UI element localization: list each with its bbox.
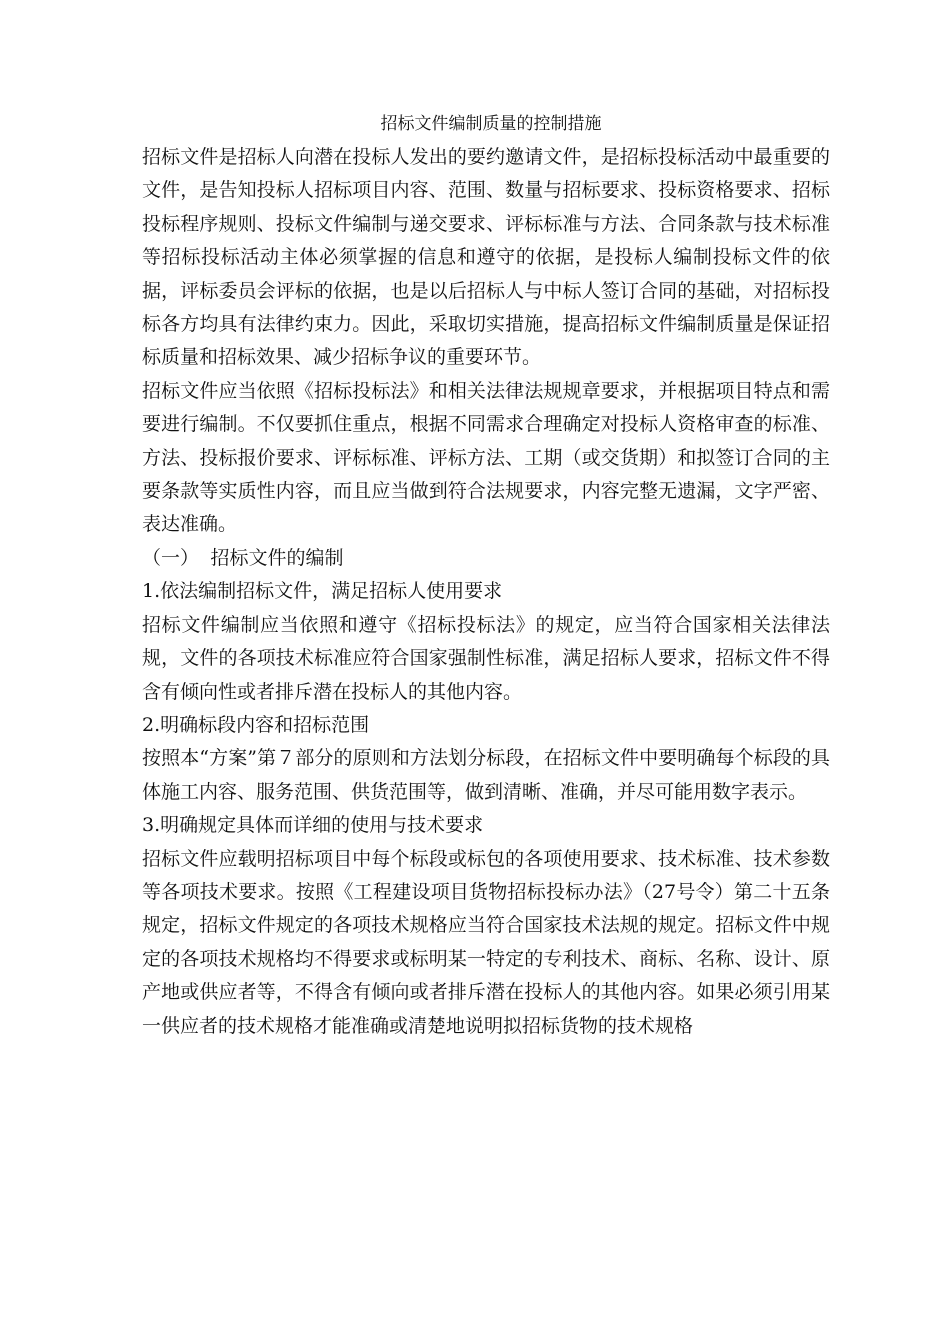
intro-paragraph-2: 招标文件应当依照《招标投标法》和相关法律法规规章要求，并根据项目特点和需要进行编制。不仅要抓住重点，根据不同需求合理确定对投标人资格审查的标准、方法、投标报价要求、评标标准、评标方法、工期（或交货期）和拟签订合同的主要条款等实质性内容，而且应当做到符合法规要求，内容完整无遗漏，文字严密、表达准确。 bbox=[142, 379, 830, 536]
item-body-1: 招标文件编制应当依照和遵守《招标投标法》的规定，应当符合国家相关法律法规，文件的各项技术标准应符合国家强制性标准，满足招标人要求，招标文件不得含有倾向性或者排斥潜在投标人的其他内容。 bbox=[142, 613, 830, 703]
item-body-2: 按照本“方案”第７部分的原则和方法划分标段，在招标文件中要明确每个标段的具体施工内容、服务范围、供货范围等，做到清晰、准确，并尽可能用数字表示。 bbox=[142, 747, 830, 803]
document-title: 招标文件编制质量的控制措施 bbox=[380, 114, 602, 134]
section-label: （一） bbox=[142, 546, 200, 569]
intro-paragraph-1: 招标文件是招标人向潜在投标人发出的要约邀请文件，是招标投标活动中最重要的文件，是告知投标人招标项目内容、范围、数量与招标要求、投标资格要求、招标投标程序规则、投标文件编制与递交要求、评标标准与方法、合同条款与技术标准等招标投标活动主体必须掌握的信息和遵守的依据，是投标人编制投标文件的依据，评标委员会评标的依据，也是以后招标人与中标人签订合同的基础，对招标投标各方均具有法律约束力。因此，采取切实措施，提高招标文件编制质量是保证招标质量和招标效果、减少招标争议的重要环节。 bbox=[142, 146, 830, 369]
item-body-3: 招标文件应载明招标项目中每个标段或标包的各项使用要求、技术标准、技术参数等各项技术要求。按照《工程建设项目货物招标投标办法》（27号令）第二十五条规定，招标文件规定的各项技术规格应当符合国家技术法规的规定。招标文件中规定的各项技术规格均不得要求或标明某一特定的专利技术、商标、名称、设计、原产地或供应者等，不得含有倾向或者排斥潜在投标人的其他内容。如果必须引用某一供应者的技术规格才能准确或清楚地说明拟招标货物的技术规格 bbox=[142, 847, 830, 1037]
section-title: 招标文件的编制 bbox=[210, 546, 344, 569]
item-heading-2: 2.明确标段内容和招标范围 bbox=[142, 713, 370, 736]
item-heading-1: 1.依法编制招标文件，满足招标人使用要求 bbox=[142, 580, 503, 603]
item-heading-3: 3.明确规定具体而详细的使用与技术要求 bbox=[142, 814, 484, 837]
section-heading bbox=[142, 542, 830, 575]
